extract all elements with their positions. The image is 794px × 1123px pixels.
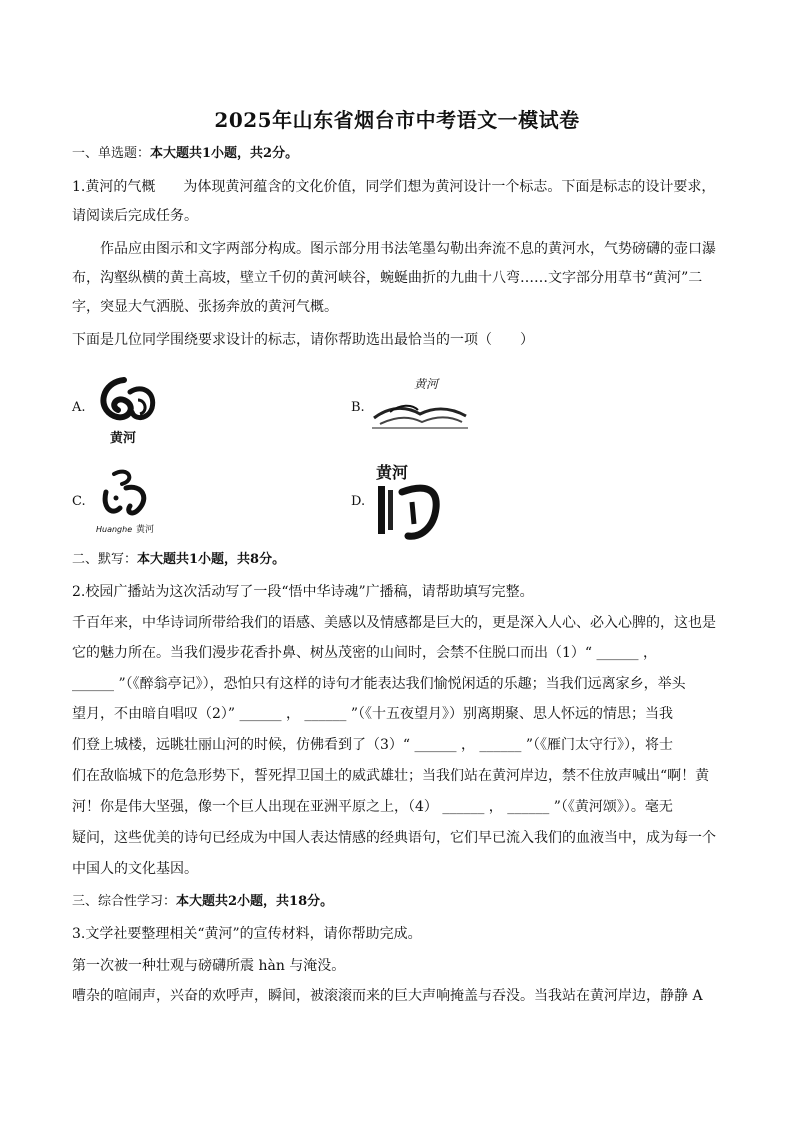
q2-line-4: ______ ”（《醉翁亭记》），恐怕只有这样的诗句才能表达我们愉悦闲适的乐趣；当我们远离家乡，举头 bbox=[72, 676, 686, 692]
option-d-logo-text: 黄河 bbox=[376, 463, 409, 482]
q2-line-6: 们登上城楼，远眺壮丽山河的时候，仿佛看到了（3）“ ______ ， ______ ”（《雁门太守行》），将士 bbox=[72, 737, 674, 753]
option-b-logo-text: 黄河 bbox=[414, 377, 439, 391]
option-c-logo[interactable] bbox=[92, 462, 172, 542]
option-d-label[interactable]: D. bbox=[351, 494, 366, 509]
q3-line-3: 嘈杂的喧闹声，兴奋的欢呼声，瞬间，被滚滚而来的巨大声响掩盖与吞没。当我站在黄河岸边，静静 A bbox=[72, 988, 703, 1004]
q1-line-6: 下面是几位同学围绕要求设计的标志，请你帮助选出最恰当的一项（ ） bbox=[72, 332, 534, 348]
q2-line-2: 千百年来，中华诗词所带给我们的语感、美感以及情感都是巨大的，更是深入人心、必入心脾的，这也是 bbox=[72, 615, 716, 631]
q1-line-2: 请阅读后完成任务。 bbox=[72, 208, 198, 224]
q1-line-5: 字，突显大气洒脱、张扬奔放的黄河气概。 bbox=[72, 299, 338, 315]
q1-line-1: 1.黄河的气概 为体现黄河蕴含的文化价值，同学们想为黄河设计一个标志。下面是标志的设计要求， bbox=[72, 179, 716, 195]
waves-logo-icon bbox=[370, 368, 470, 438]
q3-line-2: 第一次被一种壮观与磅礴所震 hàn 与淹没。 bbox=[72, 958, 346, 974]
calligraphy-logo-icon bbox=[92, 462, 172, 542]
section-3-info: 本大题共2小题，共18分。 bbox=[176, 894, 334, 909]
section-2-label: 二、默写： bbox=[72, 552, 138, 567]
q2-line-5: 望月，不由暗自唱叹（2）” ______ ， ______ ”（《十五夜望月》）别离期聚、思人怀远的情思；当我 bbox=[72, 706, 674, 722]
section-2-info: 本大题共1小题，共8分。 bbox=[137, 552, 286, 567]
q1-line-3: 作品应由图示和文字两部分构成。图示部分用书法笔墨勾勒出奔流不息的黄河水，气势磅礴的壶口瀑 bbox=[100, 241, 716, 257]
option-d-logo[interactable] bbox=[372, 458, 452, 544]
section-1-info: 本大题共1小题，共2分。 bbox=[150, 146, 299, 161]
section-heading-3 bbox=[72, 892, 732, 912]
q2-line-8: 河！你是伟大坚强，像一个巨人出现在亚洲平原之上，（4） ______ ， ______ ”（《黄河颂》）。毫无 bbox=[72, 799, 673, 815]
brush-river-logo-icon bbox=[372, 458, 452, 544]
q3-line-1: 3.文学社要整理相关“黄河”的宣传材料，请你帮助完成。 bbox=[72, 926, 422, 942]
q2-line-1: 2.校园广播站为这次活动写了一段“悟中华诗魂”广播稿，请帮助填写完整。 bbox=[72, 584, 534, 600]
option-c-label[interactable]: C. bbox=[72, 494, 86, 509]
section-heading-1 bbox=[72, 144, 732, 164]
q2-line-3: 它的魅力所在。当我们漫步花香扑鼻、树丛茂密的山间时，会禁不住脱口而出（1）“ ______ ， bbox=[72, 645, 657, 661]
section-3-label: 三、综合性学习： bbox=[72, 894, 177, 909]
section-1-label: 一、单选题： bbox=[72, 146, 151, 161]
option-b-logo[interactable] bbox=[370, 368, 470, 438]
option-a-logo[interactable] bbox=[94, 370, 164, 450]
option-a-label[interactable]: A. bbox=[72, 400, 86, 415]
q2-line-10: 中国人的文化基因。 bbox=[72, 861, 198, 877]
option-a-logo-text: 黄河 bbox=[110, 431, 137, 446]
page-title: 2025年山东省烟台市中考语文一模试卷 bbox=[214, 108, 580, 132]
section-heading-2 bbox=[72, 550, 732, 570]
q1-line-4: 布，沟壑纵横的黄土高坡，壁立千仞的黄河峡谷，蜿蜒曲折的九曲十八弯……文字部分用草书“黄河”二 bbox=[72, 270, 703, 286]
q2-line-9: 疑问，这些优美的诗句已经成为中国人表达情感的经典语句，它们早已流入我们的血液当中，成为每一个 bbox=[72, 830, 716, 846]
option-c-logo-text: 黄河 bbox=[136, 525, 155, 535]
option-c-logo-roman: Huanghe bbox=[96, 525, 133, 534]
swirl-river-logo-icon bbox=[94, 370, 164, 450]
option-b-label[interactable]: B. bbox=[351, 400, 365, 415]
q2-line-7: 们在敌临城下的危急形势下，誓死捍卫国土的威武雄壮；当我们站在黄河岸边，禁不住放声喊出“啊！黄 bbox=[72, 768, 710, 784]
